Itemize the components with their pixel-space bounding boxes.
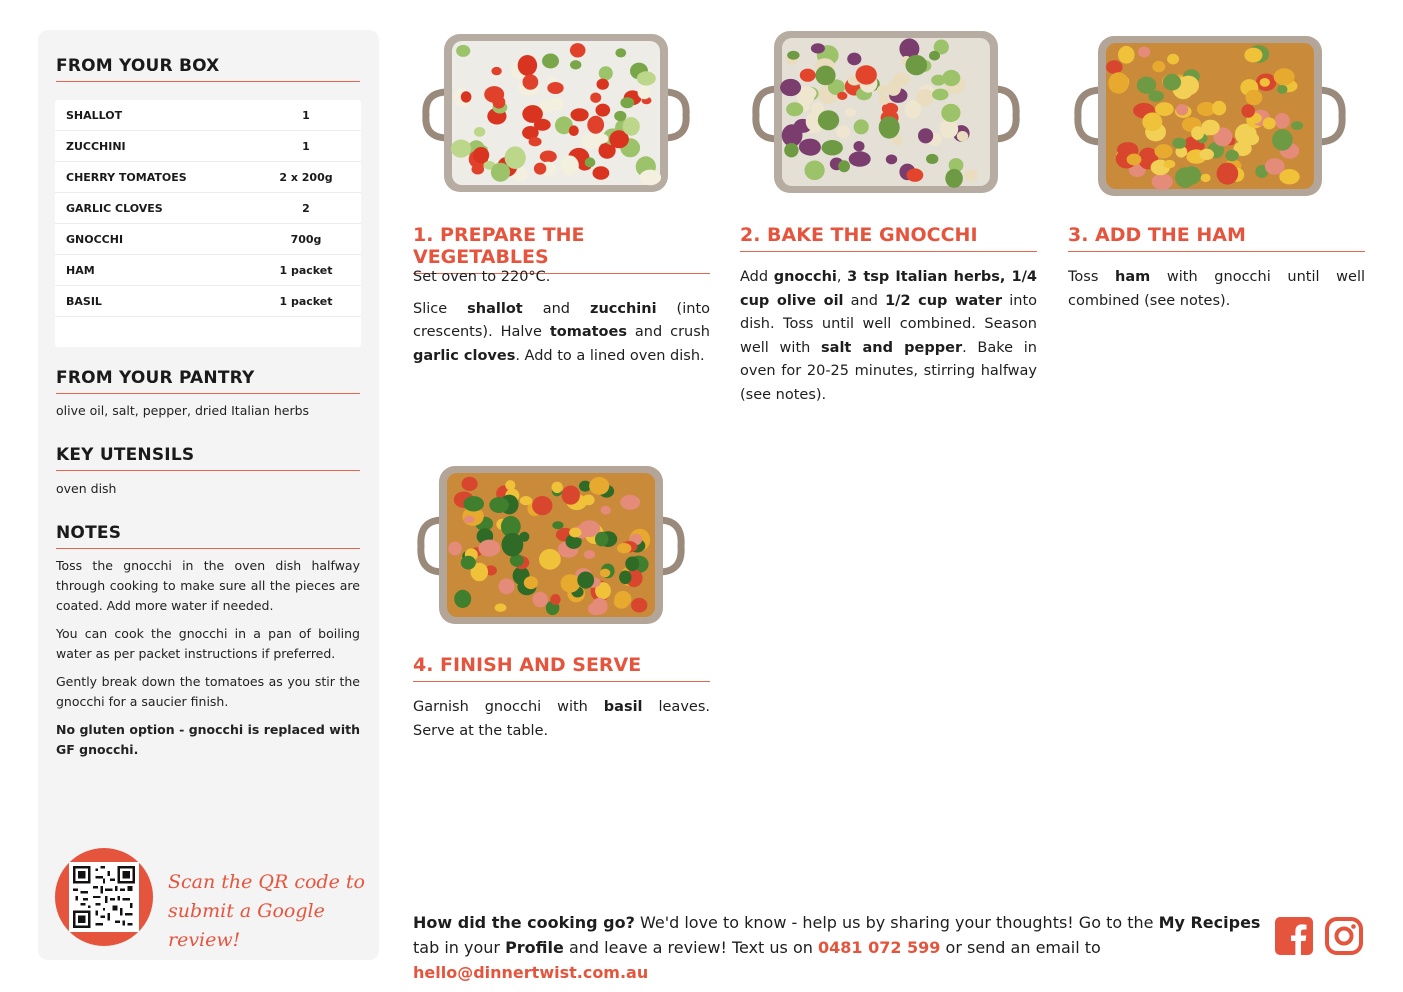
text-segment: ,: [836, 269, 848, 285]
feedback-text-part: or send an email to: [940, 938, 1101, 957]
phone-link[interactable]: 0481 072 599: [817, 938, 941, 957]
bold-ingredient: tomatoes: [549, 324, 627, 340]
email-link[interactable]: hello@dinnertwist.com.au: [413, 963, 649, 982]
instagram-icon[interactable]: [1325, 917, 1363, 955]
note-item: You can cook the gnocchi in a pan of boiling water as per packet instructions if preferred.: [56, 626, 360, 661]
bold-ingredient: zucchini: [590, 300, 657, 317]
text-segment: and crush: [627, 324, 710, 340]
ingredient-name: CHERRY TOMATOES: [66, 170, 187, 184]
text-segment: . Add to a lined oven dish.: [515, 347, 705, 364]
feedback-question: How did the cooking go?: [413, 913, 635, 932]
qr-text-line: Scan the QR code to: [168, 871, 365, 893]
utensils-text: oven dish: [56, 481, 117, 496]
ingredient-name: ZUCCHINI: [66, 139, 126, 153]
qr-text-line: submit a Google review!: [168, 900, 325, 951]
bold-ingredient: basil: [603, 699, 643, 715]
step-1-title: 1. PREPARE THE VEGETABLES: [413, 224, 710, 274]
my-recipes-label: My Recipes: [1158, 913, 1261, 932]
table-row: [55, 286, 361, 317]
ingredient-qty: 2: [302, 201, 310, 215]
qr-review-text: [168, 868, 368, 955]
step-1-body: [413, 266, 710, 376]
qr-code-icon: [69, 862, 139, 932]
ingredient-name: HAM: [66, 263, 95, 277]
facebook-icon[interactable]: [1275, 917, 1313, 955]
qr-code-badge[interactable]: [55, 848, 153, 946]
text-segment: leaves. Serve at the table.: [413, 699, 710, 739]
text-segment: Add: [740, 269, 774, 285]
text-segment: into dish. Toss until well combined. Season well with: [740, 292, 1038, 356]
step-4-title: 4. FINISH AND SERVE: [413, 654, 710, 682]
step-2-text-rich: [740, 266, 1037, 407]
ingredient-qty: 1: [302, 108, 310, 122]
step-4-text-rich: [413, 696, 710, 743]
text-segment: and: [522, 300, 591, 317]
note-item: No gluten option - gnocchi is replaced with GF gnocchi.: [56, 722, 360, 757]
ingredient-qty: 1 packet: [279, 294, 333, 308]
feedback-text-part: We'd love to know - help us by sharing your thoughts! Go to the: [634, 913, 1159, 932]
text-segment: and: [843, 292, 886, 309]
text-segment: with gnocchi until well combined (see notes).: [1068, 269, 1365, 309]
step-3-body: [1068, 266, 1365, 321]
note-item: Gently break down the tomatoes as you stir the gnocchi for a saucier finish.: [56, 674, 360, 709]
bold-ingredient: salt and pepper: [821, 339, 963, 356]
key-utensils-title: KEY UTENSILS: [56, 445, 360, 471]
text-segment: Toss: [1068, 269, 1116, 285]
feedback-text: [413, 910, 1263, 985]
ingredient-name: SHALLOT: [66, 108, 123, 122]
step-1-photo: [418, 30, 694, 195]
step-1-text-rich: [413, 298, 710, 369]
step-2-body: [740, 266, 1037, 415]
bold-ingredient: gnocchi: [773, 269, 837, 285]
text-segment: Garnish gnocchi with: [413, 699, 604, 715]
table-row-empty: [55, 317, 361, 347]
step-4-body: [413, 696, 710, 751]
step-2-title: 2. BAKE THE GNOCCHI: [740, 224, 1037, 252]
profile-label: Profile: [505, 938, 564, 957]
notes-title: NOTES: [56, 523, 360, 549]
note-item: Toss the gnocchi in the oven dish halfway through cooking to make sure all the pieces are coated. Add more water if needed.: [56, 558, 360, 613]
text-segment: Slice: [413, 300, 468, 317]
ingredient-name: GARLIC CLOVES: [66, 201, 163, 215]
step-3-text-rich: [1068, 266, 1365, 313]
step-3-photo: [1068, 32, 1352, 200]
bold-ingredient: garlic cloves: [413, 347, 516, 364]
ingredient-qty: 1 packet: [279, 263, 333, 277]
from-your-pantry-title: FROM YOUR PANTRY: [56, 368, 360, 394]
table-row: [55, 131, 361, 162]
table-row: [55, 255, 361, 286]
bold-ingredient: shallot: [467, 300, 523, 317]
feedback-text-part: and leave a review! Text us on: [563, 938, 818, 957]
ingredient-qty: 2 x 200g: [279, 170, 333, 184]
bold-ingredient: 1/2 cup water: [885, 292, 1003, 309]
table-row: [55, 100, 361, 131]
sidebar: [38, 30, 379, 960]
step-3-title: 3. ADD THE HAM: [1068, 224, 1365, 252]
ingredients-table: [55, 100, 361, 347]
step-4-photo: [413, 462, 689, 627]
text-segment: (into crescents). Halve: [413, 300, 710, 340]
table-row: [55, 193, 361, 224]
step-2-photo: [746, 27, 1026, 197]
table-row: [55, 224, 361, 255]
notes-list: [56, 556, 360, 768]
bold-ingredient: ham: [1115, 269, 1151, 285]
ingredient-name: GNOCCHI: [66, 232, 124, 246]
text-segment: . Bake in oven for 20-25 minutes, stirring halfway (see notes).: [740, 339, 1037, 403]
ingredient-qty: 700g: [290, 232, 322, 246]
step-1-text: Set oven to 220°C.: [413, 269, 551, 285]
ingredient-name: BASIL: [66, 294, 102, 308]
ingredient-qty: 1: [302, 139, 310, 153]
bold-ingredient: 3 tsp Italian herbs, 1/4 cup olive oil: [740, 269, 1038, 309]
feedback-text-part: tab in your: [413, 938, 506, 957]
table-row: [55, 162, 361, 193]
pantry-text: olive oil, salt, pepper, dried Italian herbs: [56, 403, 310, 418]
from-your-box-title: FROM YOUR BOX: [56, 56, 360, 82]
